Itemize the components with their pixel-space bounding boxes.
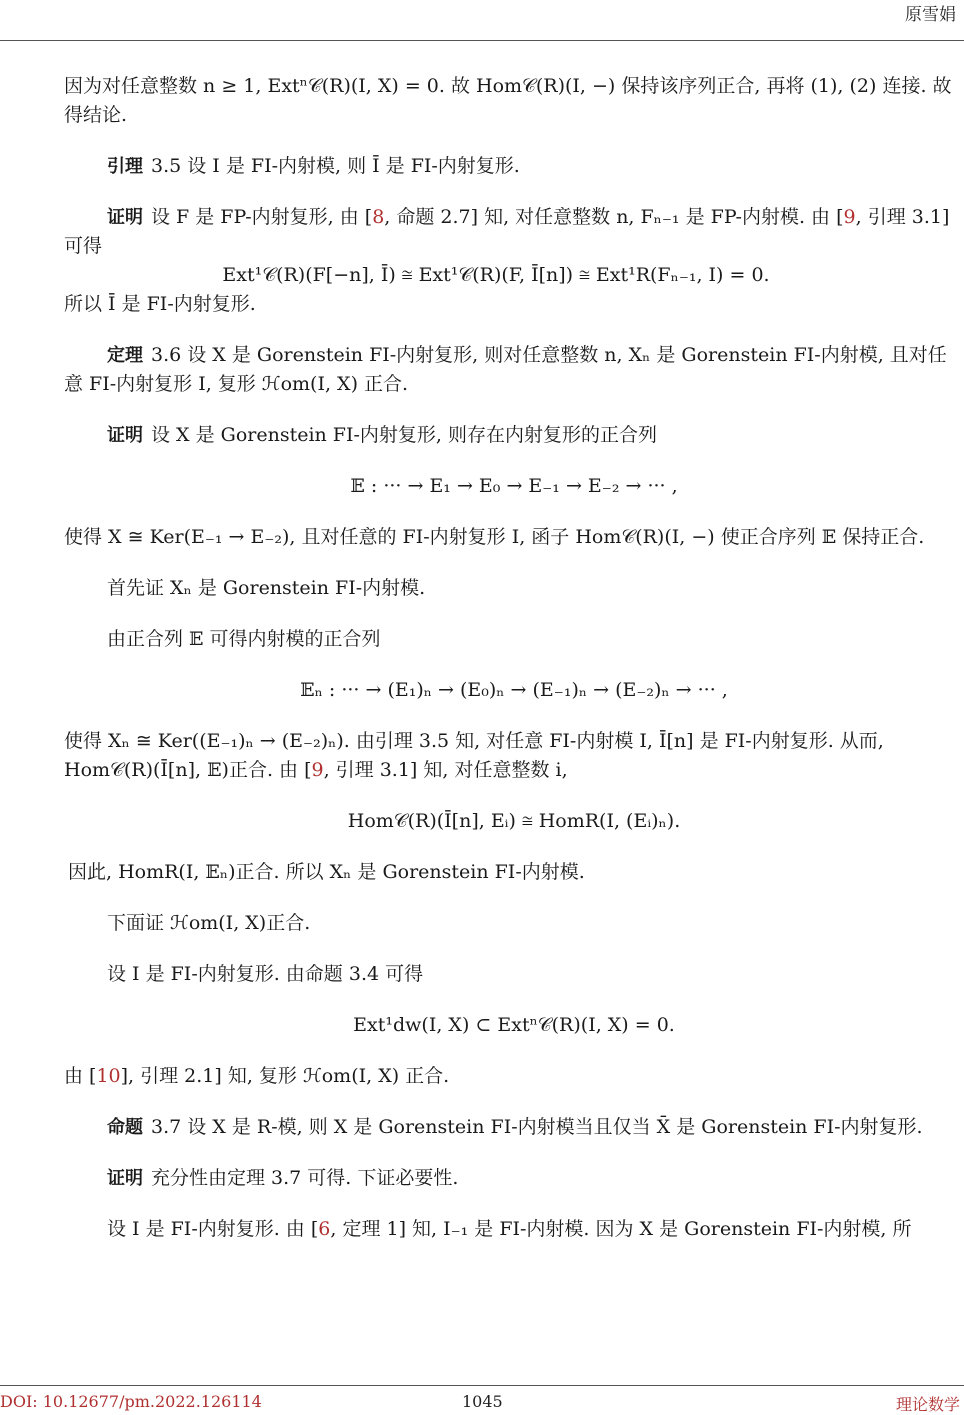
paragraph-text-pre: 设 I 是 FI-内射复形. 由 [ [107, 1218, 319, 1240]
equation-exact-sequence: 𝔼 : ··· → E₁ → E₀ → E₋₁ → E₋₂ → ··· , [350, 475, 678, 497]
proposition-label: 命题 [107, 1117, 143, 1138]
proof-lemma-3-5 [64, 203, 964, 261]
paragraph-text-pre: 使得 Xₙ ≅ Ker((E₋₁)ₙ → (E₋₂)ₙ). 由引理 3.5 知, 对任意 FI-内射模 I, Ī[n] 是 FI-内射复形. 从而, Hom𝒞(R)(Ī[n], 𝔼)正合. 由 [ [64, 730, 884, 781]
paragraph-let-i: 设 I 是 FI-内射复形. 由命题 3.4 可得 [107, 963, 424, 985]
paragraph-hom-exact [64, 1062, 964, 1091]
citation-link[interactable]: 8 [372, 206, 385, 228]
proof-theorem-3-6 [64, 421, 964, 450]
paragraph-ker: 使得 X ≅ Ker(E₋₁ → E₋₂), 且对任意的 FI-内射复形 I, 函子 Hom𝒞(R)(I, −) 使正合序列 𝔼 保持正合. [64, 526, 925, 548]
footer-journal-name: 理论数学 [895, 1395, 960, 1414]
lemma-3-5-text: 3.5 设 I 是 FI-内射模, 则 Ī 是 FI-内射复形. [151, 155, 520, 177]
paragraph-text-post: , 引理 3.1] 知, 对任意整数 i, [323, 759, 568, 781]
paragraph-text-post: ], 引理 2.1] 知, 复形 ℋom(I, X) 正合. [120, 1065, 450, 1087]
equation-hom-iso: Hom𝒞(R)(Ī[n], Eᵢ) ≅ HomR(I, (Eᵢ)ₙ). [347, 810, 681, 832]
proposition-3-7 [64, 1113, 964, 1142]
running-header-author: 原雪娟 [905, 5, 956, 25]
citation-link[interactable]: 6 [318, 1218, 331, 1240]
proof-text-pre: 设 F 是 FP-内射复形, 由 [ [151, 206, 373, 228]
paragraph-first-prove: 首先证 Xₙ 是 Gorenstein FI-内射模. [107, 577, 426, 599]
paragraph-exact-modules: 由正合列 𝔼 可得内射模的正合列 [107, 628, 381, 650]
paragraph-text-pre: 由 [ [64, 1065, 97, 1087]
lemma-label: 引理 [107, 156, 143, 177]
paragraph-hence: 因此, HomR(I, 𝔼ₙ)正合. 所以 Xₙ 是 Gorenstein FI-内射模. [68, 861, 585, 883]
paragraph-lemma-application [64, 727, 964, 785]
paper-body [64, 72, 964, 1244]
paragraph-next-prove: 下面证 ℋom(I, X)正合. [107, 912, 311, 934]
footer-rule [0, 1385, 964, 1386]
theorem-label: 定理 [107, 345, 143, 366]
proof-text: 设 X 是 Gorenstein FI-内射复形, 则存在内射复形的正合列 [151, 424, 657, 446]
proof-text: 充分性由定理 3.7 可得. 下证必要性. [151, 1167, 459, 1189]
equation-ext-dw: Ext¹dw(I, X) ⊂ Extⁿ𝒞(R)(I, X) = 0. [353, 1014, 675, 1036]
proposition-3-7-text: 3.7 设 X 是 R-模, 则 X 是 Gorenstein FI-内射模当且仅当 X̄ 是 Gorenstein FI-内射复形. [151, 1116, 923, 1138]
proof-label: 证明 [107, 207, 143, 228]
proof-text-post: , 引理 3.1] 可得 [64, 206, 950, 257]
equation-ext-iso: Ext¹𝒞(R)(F[−n], Ī) ≅ Ext¹𝒞(R)(F, Ī[n]) ≅ Ext¹R(Fₙ₋₁, I) = 0. [222, 264, 770, 286]
paragraph-text-post: , 定理 1] 知, I₋₁ 是 FI-内射模. 因为 X 是 Gorenstein FI-内射模, 所 [330, 1218, 912, 1240]
citation-link[interactable]: 9 [311, 759, 324, 781]
proof-label: 证明 [107, 425, 143, 446]
proof-label: 证明 [107, 1168, 143, 1189]
lemma-3-5 [64, 152, 964, 181]
theorem-3-6-text: 3.6 设 X 是 Gorenstein FI-内射复形, 则对任意整数 n, Xₙ 是 Gorenstein FI-内射模, 且对任意 FI-内射复形 I, 复形 ℋom(I, X) 正合. [64, 344, 947, 395]
paragraph-conclusion: 因为对任意整数 n ≥ 1, Extⁿ𝒞(R)(I, X) = 0. 故 Hom𝒞(R)(I, −) 保持该序列正合, 再将 (1), (2) 连接. 故得结论. [64, 75, 952, 126]
proof-text-mid: , 命题 2.7] 知, 对任意整数 n, Fₙ₋₁ 是 FP-内射模. 由 [ [384, 206, 844, 228]
proof-proposition-3-7 [64, 1164, 964, 1193]
footer-doi-link[interactable]: DOI: 10.12677/pm.2022.126114 [0, 1392, 262, 1411]
header-rule [0, 40, 964, 41]
theorem-3-6 [64, 341, 964, 399]
paragraph-last [64, 1215, 964, 1244]
citation-link[interactable]: 9 [843, 206, 856, 228]
footer-page-number: 1045 [462, 1392, 503, 1411]
equation-exact-sequence-n: 𝔼ₙ : ··· → (E₁)ₙ → (E₀)ₙ → (E₋₁)ₙ → (E₋₂)ₙ → ··· , [300, 679, 728, 701]
paragraph-therefore: 所以 Ī 是 FI-内射复形. [64, 293, 256, 315]
citation-link[interactable]: 10 [96, 1065, 121, 1087]
